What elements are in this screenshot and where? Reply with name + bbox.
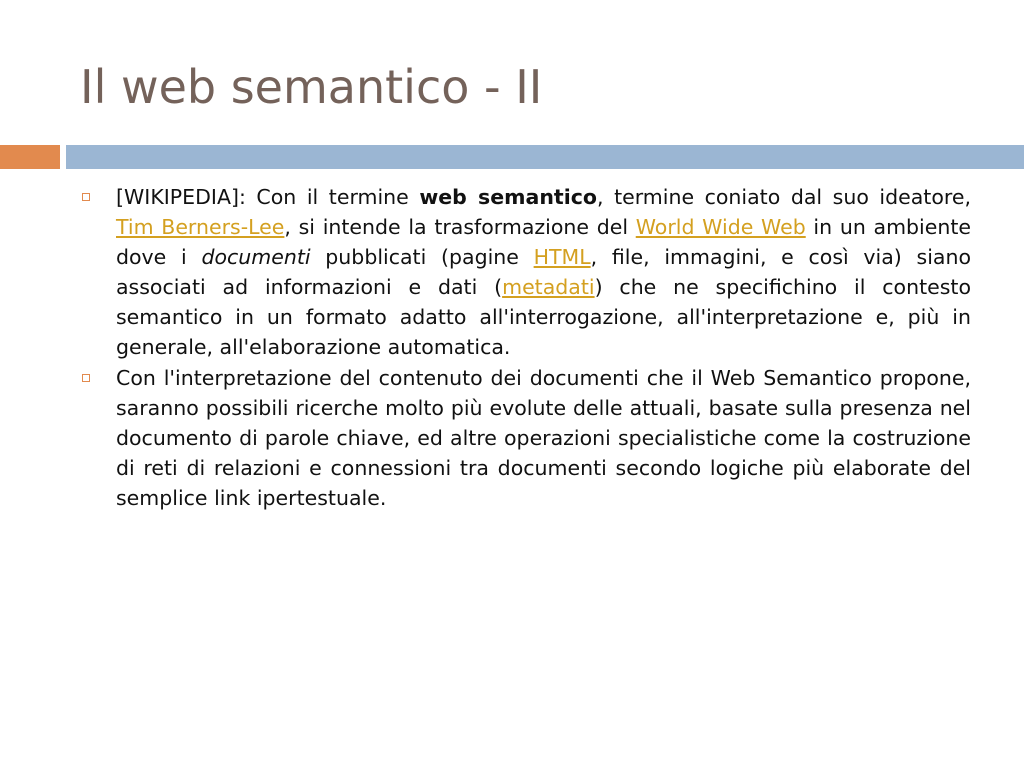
link-tim-berners-lee[interactable]: Tim Berners-Lee — [116, 215, 285, 239]
bullet-1-text-4: in un ambiente dove i — [116, 215, 972, 269]
bullet-1-text-3: , si intende la trasformazione del — [284, 215, 636, 239]
bullet-2-text: Con l'interpretazione del contenuto dei documenti che il Web Semantico propone, saranno possibili ricerche molto più evolute delle attuali, basate sulla presenza nel documento di parole chiave, ed altre operazioni specialistiche come la costruzione di reti di relazioni e connessioni tra documenti secondo logiche più elaborate del semplice link ipertestuale. — [116, 366, 971, 510]
square-bullet-icon — [82, 193, 90, 201]
square-bullet-icon — [82, 374, 90, 382]
slide-title: Il web semantico - II — [80, 60, 543, 114]
bullet-item-1 — [80, 182, 971, 362]
bullet-item-2 — [80, 363, 971, 513]
accent-bar-orange — [0, 145, 60, 169]
accent-bar-blue — [66, 145, 1024, 169]
bullet-list — [80, 182, 971, 514]
bullet-1-text-7: ) che ne specifichino il contesto semantico in un formato adatto all'interrogazione, all'interpretazione e, più in generale, all'elaborazione automatica. — [116, 275, 971, 359]
bullet-1-italic-term: documenti — [201, 245, 311, 269]
bullet-1-text-1: [WIKIPEDIA]: Con il termine — [116, 185, 420, 209]
link-world-wide-web[interactable]: World Wide Web — [635, 215, 806, 239]
bullet-1-bold-term: web semantico — [419, 185, 597, 209]
link-html[interactable]: HTML — [533, 245, 591, 269]
bullet-1-text-6: , file, immagini, e così via) siano associati ad informazioni e dati ( — [116, 245, 971, 299]
bullet-1-text-5: pubblicati (pagine — [310, 245, 534, 269]
bullet-1-text-2: , termine coniato dal suo ideatore, — [597, 185, 971, 209]
link-metadati[interactable]: metadati — [502, 275, 595, 299]
